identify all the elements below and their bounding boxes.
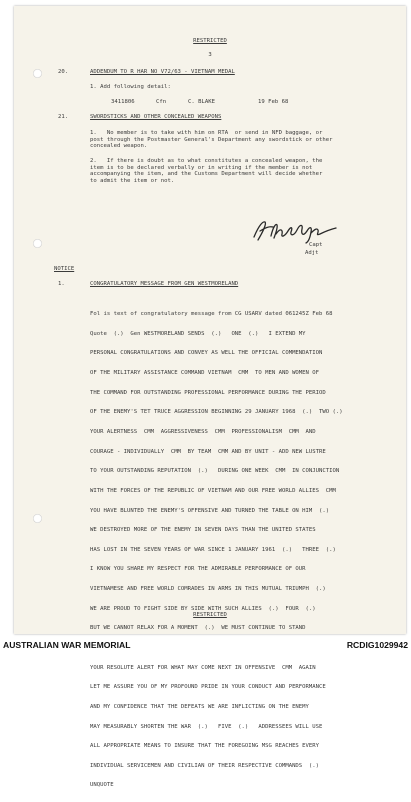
congratulatory-message-text: Fol is text of congratulatory message from CG USARV dated 061245Z Feb 68 Quote (.) Gen WESTMORELAND SENDS (.) ONE (.) I EXTEND MY PERSONAL CONGRATULATIONS AND CONVEY AS WELL THE OFFICIAL COMMENDATION OF THE MILITARY ASSISTANCE COMMAND VIETNAM CMM TO MEN AND WOMEN OF THE COMMAND FOR OUTSTANDING PROFESSIONAL PERFORMANCE DURING THE PERIOD OF THE ENEMY'S TET TRUCE AGGRESSION BEGINNING 29 JANUARY 1968 (.) TWO (.) YOUR ALERTNESS CMM AGGRESSIVENESS CMM PROFESSIONALISM CMM AND COURAGE - INDIVIDUALLY CMM BY TEAM CMM AND BY UNIT - ADD NEW LUSTRE TO YOUR OUTSTANDING REPUTATION (.) DURING ONE WEEK CMM IN CONJUNCTION WITH THE FORCES OF THE REPUBLIC OF VIETNAM AND OUR FREE WORLD ALLIES CMM YOU HAVE BLUNTED THE ENEMY'S OFFENSIVE AND TURNED THE TABLE ON HIM (.) WE DESTROYED MORE OF THE ENEMY IN SEVEN DAYS THAN THE UNITED STATES HAS LOST IN THE SEVEN YEARS OF WAR SINCE 1 JANUARY 1961 (.) THREE (.) I KNOW YOU SHARE MY RESPECT FOR THE ADMIRABLE PERFORMANCE OF OUR VIETNAMESE AND FREE WORLD COMRADES IN ARMS IN THIS MUTUAL TRIUMPH (.) WE ARE PROUD TO FIGHT SIDE BY SIDE WITH SUCH ALLIES (.) FOUR (.) BUT WE CANNOT RELAX FOR A MOMENT (.) WE MUST CONTINUE TO STAND YOUR RESOLUTE ALERT FOR WHAT MAY COME NEXT IN OFFENSIVE CMM AGAIN LET ME ASSURE YOU OF MY PROFOUND PRIDE IN YOUR CONDUCT AND PERFORMANCE AND MY CONFIDENCE THAT THE DEFEATS WE ARE INFLICTING ON THE ENEMY MAY MEASURABLY SHORTEN THE WAR (.) FIVE (.) ADDRESSEES WILL USE ALL APPROPRIATE MEANS TO INSURE THAT THE FOREGOING MSG REACHES EVERY INDIVIDUAL SERVICEMEN AND CIVILIAN OF THEIR RESPECTIVE COMMANDS (.) UNQUOTE [90,311,343,789]
entry-rank: Cfn [156,99,167,105]
notice-title: CONGRATULATORY MESSAGE FROM GEN WESTMORELAND [90,281,239,287]
institution-name: AUSTRALIAN WAR MEMORIAL [3,640,131,650]
item-20-instruction: 1. Add following detail: [90,84,171,90]
entry-number: 3411806 [111,99,135,105]
signature-appointment: Adjt [305,250,319,256]
signature-rank: Capt [309,242,323,248]
item-21-title: SWORDSTICKS AND OTHER CONCEALED WEAPONS [90,114,222,120]
handwritten-signature [250,218,342,244]
item-20-number: 20. [58,69,69,75]
item-20-title: ADDENDUM TO R HAR NO V72/63 - VIETNAM MEDAL [90,69,235,75]
entry-name: C. BLAKE [188,99,215,105]
item-21-paragraph-1: 1. No member is to take with him on RTA or send in NFD baggage, or post through the Postmaster General's Department any swordstick or other concealed weapon. [90,130,333,150]
archive-footer [0,637,411,653]
punch-hole [33,514,42,523]
item-21-paragraph-2: 2. If there is doubt as to what constitutes a concealed weapon, the item is to be declared verbally or in writing if the member is not accompanying the item, and the Customs Department will decide whether to admit the item or not. [90,158,323,184]
record-reference: RCDIG1029942 [346,640,408,650]
item-21-number: 21. [58,114,69,120]
classification-bottom: RESTRICTED [193,612,227,618]
punch-hole [33,239,42,248]
page-number: 3 [208,52,212,58]
notice-heading: NOTICE [54,266,75,272]
punch-hole [33,69,42,78]
classification-top: RESTRICTED [193,38,227,44]
notice-number: 1. [58,281,65,287]
entry-date: 19 Feb 68 [258,99,289,105]
